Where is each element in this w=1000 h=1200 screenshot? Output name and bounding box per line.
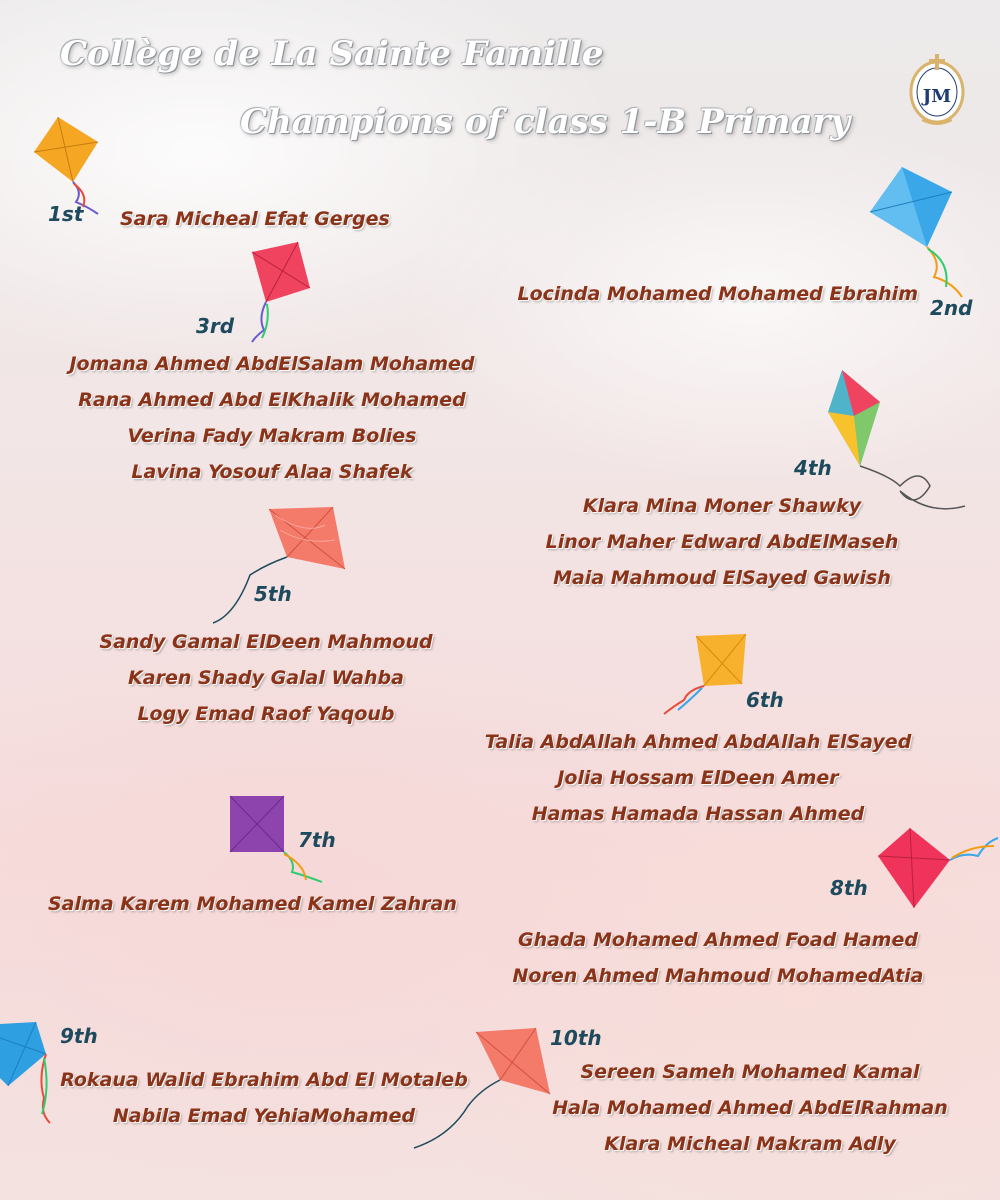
svg-text:JM: JM (922, 86, 952, 107)
student-name: Jolia Hossam ElDeen Amer (557, 767, 839, 789)
school-crest-icon (908, 50, 966, 128)
student-name: Noren Ahmed Mahmoud MohamedAtia (512, 965, 924, 987)
kite-icon-8th (874, 826, 1000, 912)
student-name: Karen Shady Galal Wahba (128, 667, 404, 689)
student-name: Verina Fady Makram Bolies (127, 425, 417, 447)
rank-label-5th: 5th (254, 582, 292, 606)
student-name: Salma Karem Mohamed Kamel Zahran (48, 893, 457, 915)
student-name: Rokaua Walid Ebrahim Abd El Motaleb (60, 1069, 468, 1091)
names-group-4th (546, 488, 899, 596)
student-name: Nabila Emad YehiaMohamed (112, 1105, 416, 1127)
names-group-3rd (69, 346, 474, 490)
names-group-9th (60, 1062, 468, 1134)
student-name: Maia Mahmoud ElSayed Gawish (553, 567, 891, 589)
student-name: Hala Mohamed Ahmed AbdElRahman (552, 1097, 948, 1119)
student-name: Lavina Yosouf Alaa Shafek (131, 461, 413, 483)
page-subtitle: Champions of class 1-B Primary (240, 102, 851, 142)
school-name: Collège de La Sainte Famille (60, 34, 604, 74)
names-group-7th (48, 886, 457, 922)
student-name: Klara Mina Moner Shawky (582, 495, 862, 517)
student-name: Hamas Hamada Hassan Ahmed (531, 803, 865, 825)
rank-label-6th: 6th (746, 688, 784, 712)
rank-label-4th: 4th (794, 456, 832, 480)
kite-icon-6th (660, 630, 755, 720)
rank-label-2nd: 2nd (930, 296, 973, 320)
rank-label-1st: 1st (48, 202, 84, 226)
student-name: Sereen Sameh Mohamed Kamal (580, 1061, 920, 1083)
kite-icon-9th (0, 1018, 60, 1128)
names-group-8th (512, 922, 923, 994)
student-name: Logy Emad Raof Yaqoub (137, 703, 395, 725)
names-group-1st (120, 201, 390, 237)
kite-icon-3rd (240, 240, 320, 345)
student-name: Linor Maher Edward AbdElMaseh (545, 531, 899, 553)
rank-label-8th: 8th (830, 876, 868, 900)
student-name: Sandy Gamal ElDeen Mahmoud (99, 631, 433, 653)
student-name: Locinda Mohamed Mohamed Ebrahim (517, 283, 918, 305)
names-group-2nd (517, 276, 918, 312)
student-name: Klara Micheal Makram Adly (604, 1133, 896, 1155)
kite-icon-5th (205, 505, 350, 630)
student-name: Rana Ahmed Abd ElKhalik Mohamed (78, 389, 466, 411)
names-group-5th (99, 624, 432, 732)
rank-label-10th: 10th (550, 1026, 602, 1050)
student-name: Talia AbdAllah Ahmed AbdAllah ElSayed (484, 731, 912, 753)
rank-label-9th: 9th (60, 1024, 98, 1048)
rank-label-3rd: 3rd (196, 314, 235, 338)
rank-label-7th: 7th (298, 828, 336, 852)
student-name: Sara Micheal Efat Gerges (120, 208, 390, 230)
student-name: Jomana Ahmed AbdElSalam Mohamed (69, 353, 475, 375)
names-group-6th (485, 724, 912, 832)
names-group-10th (552, 1054, 948, 1162)
student-name: Ghada Mohamed Ahmed Foad Hamed (518, 929, 918, 951)
